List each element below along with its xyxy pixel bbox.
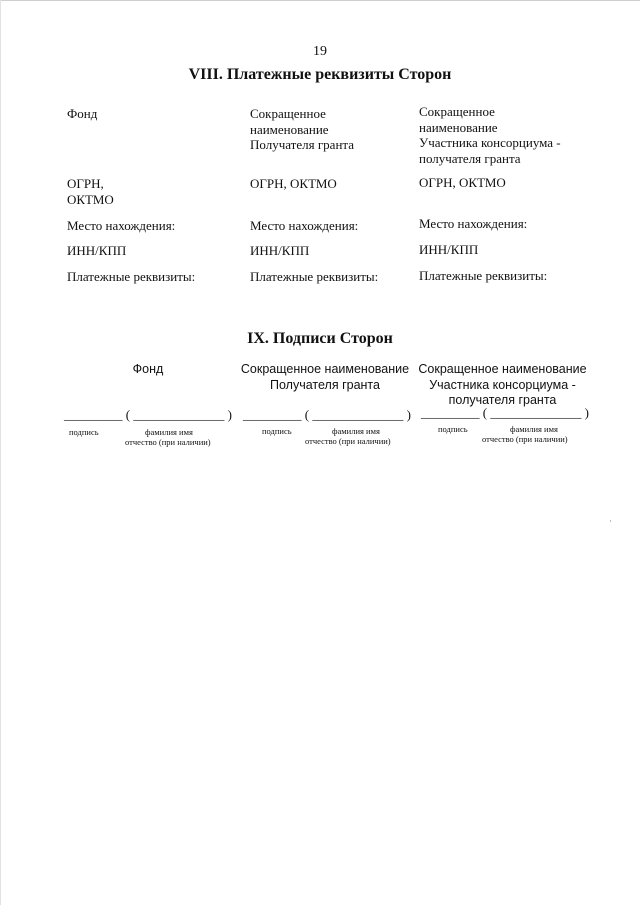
page-edge-left xyxy=(0,0,1,905)
signature-block-participant xyxy=(410,362,595,409)
fund-ogrn-oktmo: ОГРН, ОКТМО xyxy=(67,176,114,207)
signature-block-recipient xyxy=(235,362,415,393)
signature-block-fund xyxy=(88,362,208,378)
fund-payment-details: Платежные реквизиты: xyxy=(67,269,196,284)
page-number: 19 xyxy=(313,44,327,59)
signature-recipient-line: _________ ( ______________ ) xyxy=(243,407,411,422)
participant-payment-details: Платежные реквизиты: xyxy=(419,268,548,283)
signature-participant-line: _________ ( ______________ ) xyxy=(421,405,589,420)
signature-recipient-name-note: отчество (при наличии) xyxy=(305,436,391,446)
signature-fund-name-label: фамилия имя xyxy=(145,427,193,437)
signature-fund-name-note: отчество (при наличии) xyxy=(125,437,211,447)
signature-fund-heading: Фонд xyxy=(132,362,164,376)
participant-ogrn-oktmo: ОГРН, ОКТМО xyxy=(419,175,506,190)
recipient-ogrn-oktmo: ОГРН, ОКТМО xyxy=(250,176,337,191)
signature-participant-name-note: отчество (при наличии) xyxy=(482,434,568,444)
signature-recipient-name-label: фамилия имя xyxy=(332,426,380,436)
recipient-payment-details: Платежные реквизиты: xyxy=(250,269,379,284)
section-viii-title: VIII. Платежные реквизиты Сторон xyxy=(188,66,452,83)
participant-location: Место нахождения: xyxy=(419,216,528,231)
participant-heading: Сокращенное наименование Участника консорциума - получателя гранта xyxy=(419,104,561,166)
signature-recipient-heading: Сокращенное наименование Получателя гранта xyxy=(240,362,410,392)
signature-participant-heading: Сокращенное наименование Участника консорциума - получателя гранта xyxy=(418,362,587,407)
fund-inn-kpp: ИНН/КПП xyxy=(67,243,127,258)
scan-speck xyxy=(610,520,611,522)
section-ix-title: IX. Подписи Сторон xyxy=(247,330,393,347)
page-edge-top xyxy=(0,0,640,1)
fund-location: Место нахождения: xyxy=(67,218,176,233)
signature-participant-sign-label: подпись xyxy=(438,424,468,434)
signature-fund-line: _________ ( ______________ ) xyxy=(64,407,232,422)
participant-inn-kpp: ИНН/КПП xyxy=(419,242,479,257)
signature-fund-sign-label: подпись xyxy=(69,427,99,437)
signature-recipient-sign-label: подпись xyxy=(262,426,292,436)
fund-heading: Фонд xyxy=(67,106,98,121)
recipient-location: Место нахождения: xyxy=(250,218,359,233)
signature-participant-name-label: фамилия имя xyxy=(510,424,558,434)
recipient-inn-kpp: ИНН/КПП xyxy=(250,243,310,258)
recipient-heading: Сокращенное наименование Получателя гранта xyxy=(250,106,355,152)
